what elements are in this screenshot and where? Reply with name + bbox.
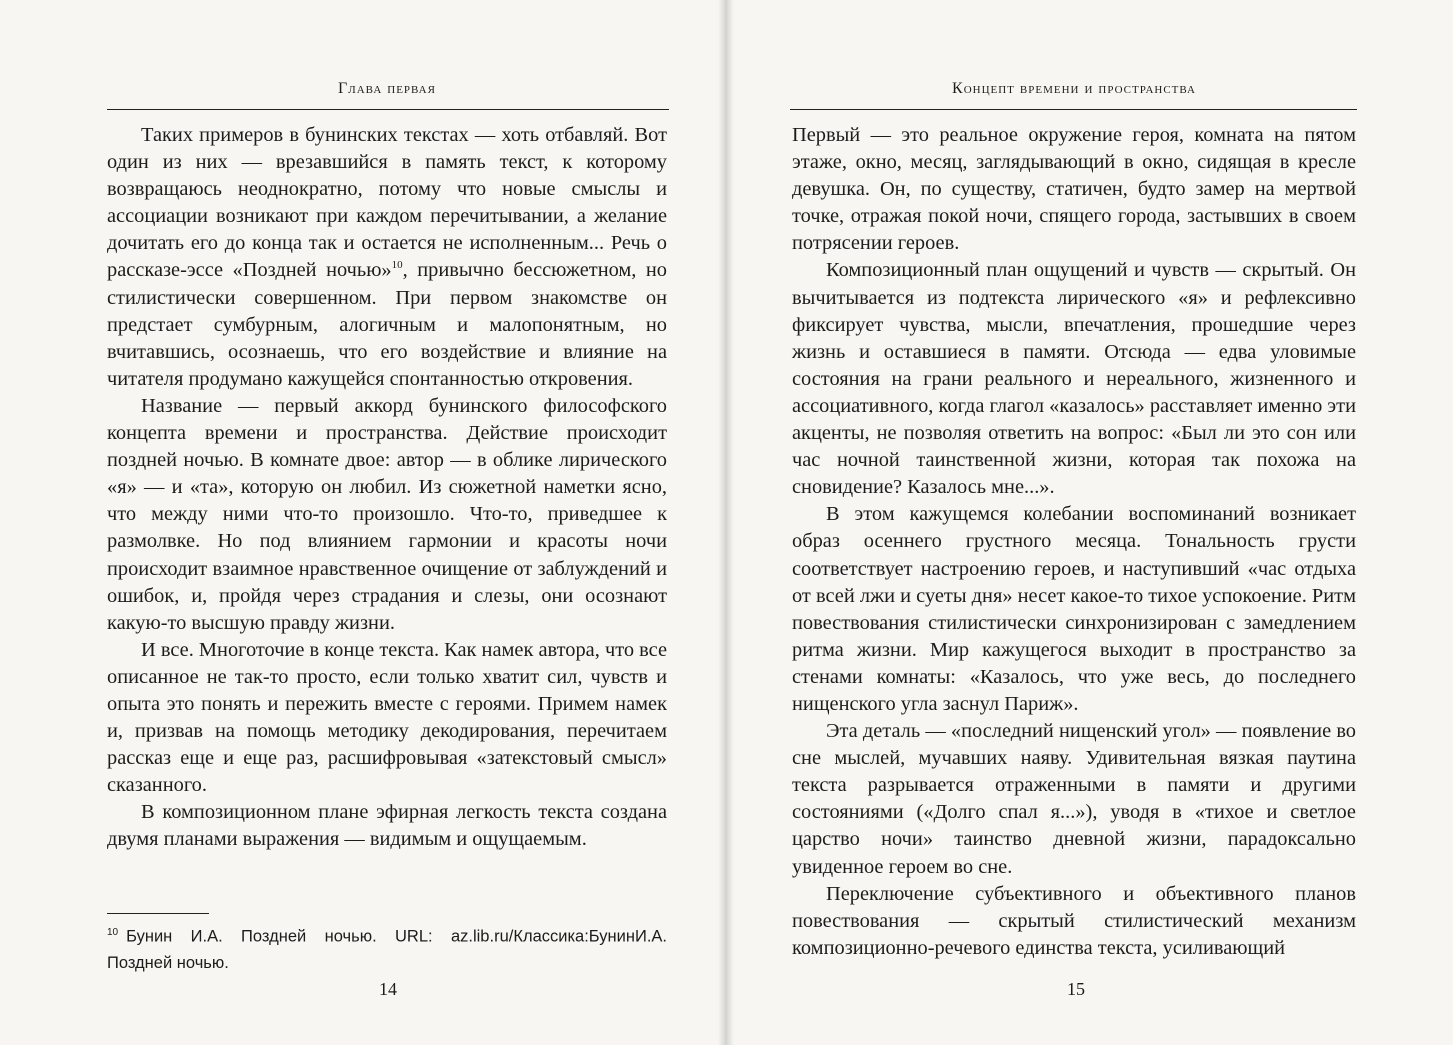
header-rule: [790, 109, 1357, 110]
footnote-text: Бунин И.А. Поздней ночью. URL: az.lib.ru/Классика:БунинИ.А. Поздней ночью.: [107, 927, 667, 972]
footnote: [107, 920, 667, 976]
running-head: Концепт времени и пространства: [952, 80, 1196, 97]
footnote-marker: 10: [107, 927, 119, 938]
paragraph: В этом кажущемся колебании воспоминаний возникает образ осеннего грустного месяца. Тональность грусти соответствует настроению героев, и наступивший «час отдыха от всей лжи и суеты дня» несет какое-то тихое успокоение. Ритм повествования стилистически синхронизирован с замедлением ритма жизни. Мир кажущегося выходит в пространство за стенами комнаты: «Казалось, что уже весь, до последнего нищенского угла заснул Париж».: [792, 503, 1356, 715]
footnote-reference[interactable]: 10: [391, 259, 403, 272]
paragraph: И все. Многоточие в конце текста. Как намек автора, что все описанное не так-то просто, если только хватит сил, чувств и опыта это понять и пережить вместе с героями. Примем намек и, призвав на помощь методику декодирования, перечитаем рассказ еще и еще раз, расшифровывая «затекстовый смысл» сказанного.: [107, 638, 667, 797]
footnote-rule: [107, 913, 209, 914]
paragraph: В композиционном плане эфирная легкость текста создана двумя планами выражения — видимым и ощущаемым.: [107, 801, 667, 851]
paragraph: Название — первый аккорд бунинского философского концепта времени и пространства. Действие происходит поздней ночью. В комнате двое: автор — в облике лирического «я» — и «та», которую он любил. Из сюжетной наметки ясно, что между ними что-то произошло. Что-то, приведшее к размолвке. Но под влиянием гармонии и красоты ночи происходит взаимное нравственное очищение от заблуждений и ошибок, и, пройдя через страдания и слезы, они осознают какую-то высшую правду жизни.: [107, 394, 667, 634]
right-page: [726, 0, 1453, 1045]
body-text: [792, 122, 1356, 962]
running-head: Глава первая: [338, 80, 436, 97]
page-number: 15: [1067, 979, 1085, 999]
paragraph: Переключение субъективного и объективного планов повествования — скрытый стилистический механизм композиционно-речевого единства текста, усиливающий: [792, 882, 1356, 959]
paragraph: Композиционный план ощущений и чувств — скрытый. Он вычитывается из подтекста лирического «я» и рефлексивно фиксирует чувства, мысли, впечатления, прошедшие через жизнь и оставшиеся в памяти. Отсюда — едва уловимые состояния на грани реального и нереального, жизненного и ассоциативного, когда глагол «казалось» расставляет именно эти акценты, не позволяя ответить на вопрос: «Был ли это сон или час ночной таинственной жизни, которая так похожа на сновидение? Казалось мне...».: [792, 259, 1356, 499]
left-page: [0, 0, 724, 1045]
page-number: 14: [379, 979, 397, 999]
paragraph: Первый — это реальное окружение героя, комната на пятом этаже, окно, месяц, заглядывающий в окно, сидящая в кресле девушка. Он, по существу, статичен, будто замер на мертвой точке, отражая покой ночи, спящего города, застывших в своем потрясении героев.: [792, 124, 1356, 255]
paragraph: Таких примеров в бунинских текстах — хоть отбавляй. Вот один из них — врезавшийся в память текст, к которому возвращаюсь неоднократно, потому что новые смыслы и ассоциации возникают при каждом перечитывании, а желание дочитать его до конца так и остается не исполненным... Речь о рассказе-эссе «Поздней ночью»$^{10}$, привычно бессюжетном, но стилистически совершенном. При первом знакомстве он предстает сумбурным, алогичным и малопонятным, но вчитавшись, осознаешь, что его воздействие и влияние на читателя продумано кажущейся спонтанностью откровения.: [107, 124, 668, 390]
paragraph: Эта деталь — «последний нищенский угол» — появление во сне мыслей, мучавших наяву. Удивительная вязкая паутина текста разрывается отраженными в памяти и другими состояниями («Долго спал я...»), уводя в «тихое и светлое царство ночи» таинство дневной жизни, парадоксально увиденное героем во сне.: [792, 720, 1356, 878]
header-rule: [107, 109, 669, 110]
book-gutter: [718, 0, 734, 1045]
body-text: [107, 122, 667, 854]
